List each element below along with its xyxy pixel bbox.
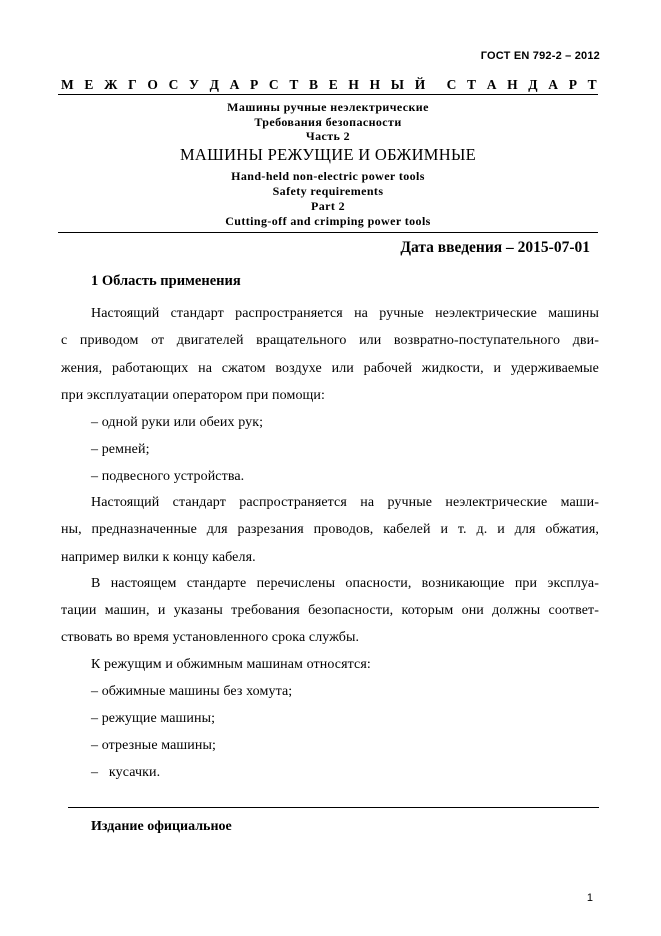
banner-letter: Р: [250, 77, 259, 92]
title-ru-part: Часть 2: [305, 129, 351, 143]
banner-letter: Д: [209, 77, 219, 92]
banner-letter: Й: [414, 77, 426, 92]
standard-code: ГОСТ EN 792-2 – 2012: [480, 50, 600, 62]
interstate-standard-banner: [61, 77, 597, 93]
banner-letter: О: [147, 77, 158, 92]
section-heading: 1 Область применения: [91, 273, 241, 289]
paragraph-line: В настоящем стандарте перечислены опасности, возникающие при эксплуа-: [91, 576, 599, 591]
banner-letter: М: [61, 77, 74, 92]
paragraph-line: при эксплуатации оператором при помощи:: [61, 388, 326, 403]
header-rule: [58, 94, 598, 95]
banner-letter: Т: [587, 77, 597, 92]
paragraph-line: ствовать во время установленного срока службы.: [61, 630, 360, 645]
paragraph-line: с приводом от двигателей вращательного или возвратно-поступательного дви-: [61, 333, 599, 348]
paragraph-line: Настоящий стандарт распространяется на ручные неэлектрические машины: [91, 306, 599, 321]
title-en-part: Part 2: [310, 199, 346, 213]
title-en-line4: Cutting-off and crimping power tools: [225, 214, 431, 228]
banner-letter: А: [548, 77, 559, 92]
banner-letter: А: [486, 77, 497, 92]
banner-letter: Е: [328, 77, 338, 92]
list-item: – отрезные машины;: [91, 738, 216, 753]
paragraph-line: жения, работающих на сжатом воздухе или рабочей жидкости, и удерживаемые: [61, 361, 599, 376]
paragraph-line: например вилки к концу кабеля.: [61, 550, 256, 565]
banner-letter: Д: [528, 77, 538, 92]
title-en-line2: Safety requirements: [272, 184, 384, 198]
page-number: 1: [586, 892, 593, 904]
list-item: – ремней;: [91, 442, 150, 457]
date-of-introduction: Дата введения – 2015-07-01: [400, 239, 590, 256]
banner-letter: С: [168, 77, 179, 92]
list-item: – подвесного устройства.: [91, 469, 245, 484]
paragraph-line: тации машин, и указаны требования безопасности, которым они должны соответ-: [61, 603, 599, 618]
title-main: МАШИНЫ РЕЖУЩИЕ И ОБЖИМНЫЕ: [179, 145, 477, 164]
banner-letter: У: [189, 77, 199, 92]
banner-letter: Е: [84, 77, 94, 92]
banner-letter: В: [309, 77, 319, 92]
banner-letter: Ж: [104, 77, 118, 92]
paragraph-line: ны, предназначенные для разрезания проводов, кабелей и т. д. и для обжатия,: [61, 522, 599, 537]
title-rule: [58, 232, 598, 233]
banner-letter: С: [268, 77, 279, 92]
list-item: – обжимные машины без хомута;: [91, 684, 293, 699]
banner-letter: Т: [289, 77, 299, 92]
title-ru-line2: Требования безопасности: [254, 115, 402, 129]
paragraph-line: К режущим и обжимным машинам относятся:: [91, 657, 371, 672]
title-ru-line1: Машины ручные неэлектрические: [227, 100, 429, 114]
official-edition-label: Издание официальное: [91, 819, 232, 834]
banner-letter: Н: [348, 77, 359, 92]
list-item: – одной руки или обеих рук;: [91, 415, 264, 430]
banner-letter: С: [446, 77, 457, 92]
footer-rule: [68, 807, 599, 808]
title-en-line1: Hand-held non-electric power tools: [231, 169, 425, 183]
banner-letter: Т: [467, 77, 477, 92]
banner-letter: Р: [568, 77, 577, 92]
banner-letter: Г: [128, 77, 137, 92]
banner-letter: А: [229, 77, 240, 92]
list-item: – режущие машины;: [91, 711, 216, 726]
list-item: – кусачки.: [91, 765, 161, 780]
banner-letter: Ы: [390, 77, 405, 92]
banner-letter: Н: [369, 77, 381, 92]
paragraph-line: Настоящий стандарт распространяется на ручные неэлектрические маши-: [91, 495, 599, 510]
banner-letter: Н: [507, 77, 518, 92]
